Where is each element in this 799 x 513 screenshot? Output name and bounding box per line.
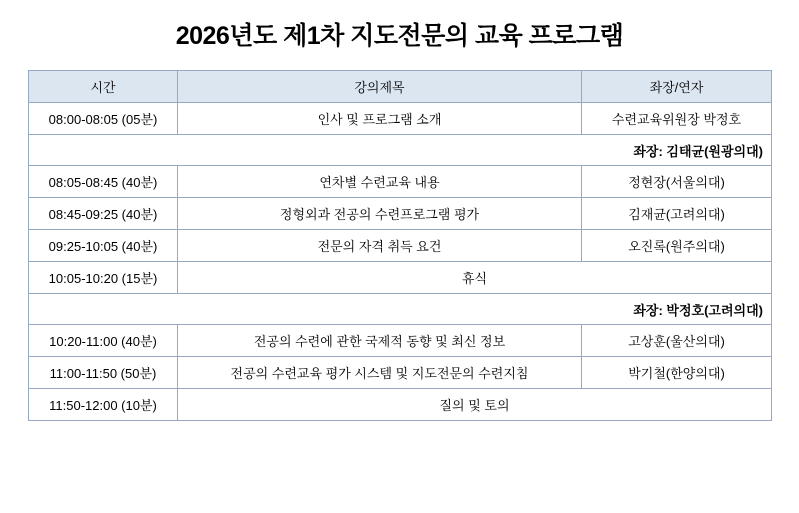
cell-session-chair: 좌장: 김태균(원광의대): [29, 135, 772, 166]
cell-title: 정형외과 전공의 수련프로그램 평가: [178, 198, 582, 230]
cell-title: 연차별 수련교육 내용: [178, 166, 582, 198]
table-header: [29, 71, 772, 103]
cell-title: 휴식: [178, 262, 772, 294]
cell-title: 전공의 수련에 관한 국제적 동향 및 최신 정보: [178, 325, 582, 357]
table-row: [29, 198, 772, 230]
cell-time: 11:50-12:00 (10분): [29, 389, 178, 421]
cell-time: 11:00-11:50 (50분): [29, 357, 178, 389]
cell-time: 10:05-10:20 (15분): [29, 262, 178, 294]
cell-speaker: 김재균(고려의대): [582, 198, 772, 230]
cell-time: 08:00-08:05 (05분): [29, 103, 178, 135]
table-row: [29, 357, 772, 389]
cell-title: 전문의 자격 취득 요건: [178, 230, 582, 262]
column-header-time: 시간: [29, 71, 178, 103]
cell-title: 인사 및 프로그램 소개: [178, 103, 582, 135]
table-body: [29, 103, 772, 421]
program-schedule-table: [28, 70, 772, 421]
table-header-row: [29, 71, 772, 103]
cell-speaker: 수련교육위원장 박정호: [582, 103, 772, 135]
cell-time: 09:25-10:05 (40분): [29, 230, 178, 262]
cell-title: 전공의 수련교육 평가 시스템 및 지도전문의 수련지침: [178, 357, 582, 389]
table-row: [29, 103, 772, 135]
document-page: [0, 16, 799, 513]
column-header-lecture-title: 강의제목: [178, 71, 582, 103]
table-row: [29, 166, 772, 198]
table-row-discussion: [29, 389, 772, 421]
table-row-session-chair: [29, 135, 772, 166]
table-row-session-chair: [29, 294, 772, 325]
table-row-break: [29, 262, 772, 294]
cell-session-chair: 좌장: 박정호(고려의대): [29, 294, 772, 325]
table-row: [29, 230, 772, 262]
table-row: [29, 325, 772, 357]
cell-speaker: 오진록(원주의대): [582, 230, 772, 262]
cell-time: 08:05-08:45 (40분): [29, 166, 178, 198]
cell-speaker: 고상훈(울산의대): [582, 325, 772, 357]
cell-time: 08:45-09:25 (40분): [29, 198, 178, 230]
cell-time: 10:20-11:00 (40분): [29, 325, 178, 357]
cell-title: 질의 및 토의: [178, 389, 772, 421]
column-header-chair-speaker: 좌장/연자: [582, 71, 772, 103]
page-title: 2026년도 제1차 지도전문의 교육 프로그램: [175, 22, 624, 50]
cell-speaker: 박기철(한양의대): [582, 357, 772, 389]
cell-speaker: 정현장(서울의대): [582, 166, 772, 198]
